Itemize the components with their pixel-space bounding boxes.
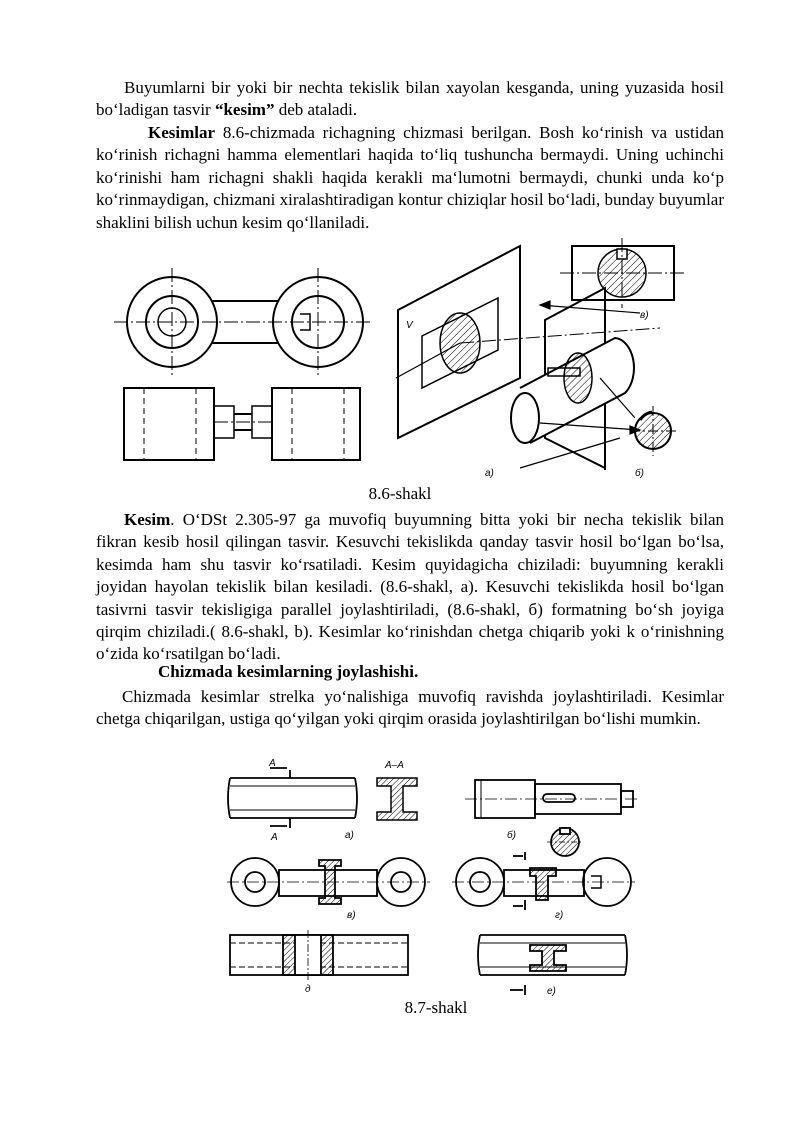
label-fig-v: в) <box>347 910 356 921</box>
view-b-shaft <box>465 780 637 856</box>
para4-text: Chizmada kesimlar strelka yo‘nalishiga muvofiq ravishda joylashtiriladi. Kesimlar chetga chiqarilgan, ustiga qo‘yilgan yoki qirqim orasida joylashtirilgan bo‘lishi mumkin. <box>96 687 724 729</box>
label-v-section: в) <box>640 310 649 321</box>
label-fig-b: б) <box>507 830 516 841</box>
label-fig-a: a) <box>345 830 354 841</box>
label-A-A: A–A <box>385 760 404 771</box>
para1-text: Buyumlarni bir yoki bir nechta tekislik bilan xayolan kesganda, uning yuzasida hosil bo‘ladigan tasvir <box>96 78 724 120</box>
label-A-top: A <box>269 758 276 769</box>
section-heading: Chizmada kesimlarning joylashishi. <box>158 662 419 681</box>
figure-8-7-caption: 8.7-shakl <box>404 998 468 1017</box>
lever-top-view <box>114 268 370 376</box>
view-a-beam <box>228 768 357 828</box>
paragraph-placement <box>96 686 724 731</box>
label-fig-e: е) <box>547 986 556 997</box>
para3-text: . O‘DSt 2.305-97 ga muvofiq buyumning bitta yoki bir necha tekislik bilan fikran kesib hosil qilingan tasvir. Kesuvchi tekislikda qanday tasvir hosil bo‘lgan bo‘lsa, kesimda ham shu tasvir ko‘rsatiladi. Kesim quyidagicha chiziladi: buyumning kerakli joyidan hayolan tekislik bilan kesiladi. (8.6-shakl, a). Kesuvchi tekislikda hosil bo‘lgan tasivrni tasvir tekisligiga parallel joylashtiriladi, (8.6-shakl, б) formatning bo‘sh joyiga qirqim chiziladi.( 8.6-shakl, b). Kesimlar ko‘rinishdan chetga chiqarib yoki k o‘rinishning o‘zida ko‘rsatilgan bo‘ladi. <box>96 510 724 664</box>
label-b-section: б) <box>635 468 644 479</box>
view-d-beam <box>230 930 408 980</box>
figure-8-6-drawing <box>100 238 720 483</box>
label-plane-v: V <box>406 320 413 331</box>
para1-bold-term: “kesim” <box>214 100 275 120</box>
para3-bold-term: Kesim <box>124 510 171 529</box>
label-fig-g: г) <box>555 910 564 921</box>
section-view-small <box>630 406 678 456</box>
i-beam-section <box>377 778 417 820</box>
label-a: a) <box>485 468 494 479</box>
figure-8-7-drawing <box>225 760 645 1000</box>
label-A-bottom: A <box>271 832 278 843</box>
para1-text-end: deb ataladi. <box>274 100 358 120</box>
paragraph-kesim-standard <box>96 509 724 666</box>
para2-text: 8.6-chizmada richagning chizmasi berilgan. Bosh ko‘rinish va ustidan ko‘rinish richagni hamma elementlari haqida to‘liq tushuncha bermaydi. Uning uchinchi ko‘rinishi ham richagni shakli haqida kerakli ma‘lumotni bermaydi, chunki unda ko‘p ko‘rinmaydigan, chizmani xiralashtiradigan kontur chiziqlar hosil bo‘ladi, bunday buyumlar shaklini bilish uchun kesim qo‘llaniladi. <box>96 123 724 232</box>
section-view-framed <box>560 238 684 308</box>
label-fig-d: д <box>305 984 311 995</box>
lever-front-view <box>124 388 360 460</box>
view-v-link <box>227 858 430 906</box>
figure-8-6-caption: 8.6-shakl <box>368 484 432 503</box>
shaft-with-cut <box>460 288 660 470</box>
paragraph-kesimlar <box>96 122 724 234</box>
paragraph-kesim-definition <box>96 77 724 122</box>
cutting-plane-v <box>398 246 520 438</box>
view-g-link <box>452 852 635 910</box>
para2-bold-term: Kesimlar <box>148 123 216 142</box>
